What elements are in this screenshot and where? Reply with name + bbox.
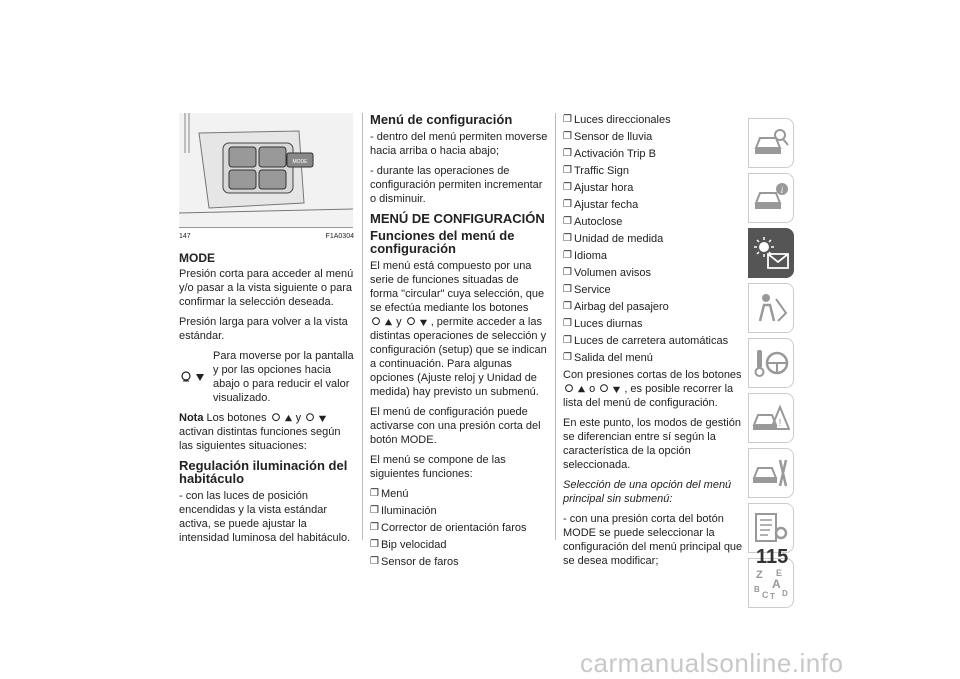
paragraph: El menú se compone de las siguientes funciones: [370, 454, 506, 480]
down-button-icon [405, 316, 428, 328]
paragraph: El menú de configuración puede activarse con una presión corta del botón MODE. [370, 406, 541, 446]
checkbox-bullet: ❐ [370, 539, 379, 550]
list-item [563, 283, 743, 297]
checkbox-bullet: ❐ [563, 250, 572, 261]
paragraph: Para moverse por la pantalla y por las opciones hacia abajo o para reducir el valor visualizado. [213, 350, 354, 404]
down-button-icon [598, 383, 621, 395]
checkbox-bullet: ❐ [563, 233, 572, 244]
mode-button-label: MODE [292, 159, 308, 165]
checkbox-bullet: ❐ [563, 318, 572, 329]
checkbox-bullet: ❐ [563, 165, 572, 176]
italic-subheading: Selección de una opción del menú principal sin submenú: [563, 479, 732, 505]
section-heading-functions: Funciones del menú de configuración [370, 228, 515, 256]
section-heading-menu: Menú de configuración [370, 112, 513, 127]
note-text: Los botones [206, 412, 267, 424]
checkbox-bullet: ❐ [563, 284, 572, 295]
car-info-icon [752, 181, 790, 215]
up-button-icon [270, 412, 293, 424]
svg-text:Z: Z [756, 569, 763, 581]
paragraph-text: y [396, 316, 402, 328]
checkbox-bullet: ❐ [563, 199, 572, 210]
arrow-buttons-icon [179, 349, 205, 405]
column-2 [370, 113, 548, 572]
list-item [370, 555, 548, 569]
list-item-label: Activación Trip B [574, 148, 656, 160]
column-divider [362, 113, 363, 540]
paragraph: En este punto, los modos de gestión se diferencian entre sí según la característica de la opción seleccionada. [563, 417, 741, 471]
list-item [563, 215, 743, 229]
list-item-label: Bip velocidad [381, 539, 447, 551]
note-text: y [295, 412, 302, 424]
list-item [563, 198, 743, 212]
list-item [563, 232, 743, 246]
checkbox-bullet: ❐ [563, 301, 572, 312]
paragraph-text: o [589, 383, 596, 395]
list-item-label: Luces de carretera automáticas [574, 335, 729, 347]
list-item-label: Menú [381, 488, 409, 500]
svg-text:C: C [762, 590, 769, 600]
function-list [370, 487, 548, 569]
up-button-icon [370, 316, 393, 328]
list-item-label: Service [574, 284, 611, 296]
list-item [370, 487, 548, 501]
paragraph-text: , permite acceder a las distintas operaciones de selección y configuración (setup) que se indican a continuación. Para algunas opciones (Ajuste reloj y Unidad de medida) hay previsto un submenú. [370, 316, 547, 398]
list-item [563, 113, 743, 127]
checkbox-bullet: ❐ [370, 556, 379, 567]
list-item-label: Luces diurnas [574, 318, 643, 330]
tab-lights-display[interactable] [748, 228, 794, 278]
checkbox-bullet: ❐ [370, 488, 379, 499]
document-gear-icon [752, 511, 790, 545]
list-item [563, 147, 743, 161]
note-text: activan distintas funciones según las siguientes situaciones: [179, 426, 341, 452]
watermark-text: carmanualsonline.info [580, 648, 844, 678]
list-item-label: Unidad de medida [574, 233, 664, 245]
list-item-label: Sensor de faros [381, 556, 459, 568]
column-divider [555, 113, 556, 540]
paragraph [370, 259, 548, 399]
tab-emergency[interactable] [748, 393, 794, 443]
list-item [563, 351, 743, 365]
column-1 [179, 113, 354, 551]
alphabet-index-icon [752, 566, 790, 600]
list-item [370, 538, 548, 552]
list-item [563, 130, 743, 144]
column-3 [563, 113, 743, 574]
svg-text:T: T [770, 592, 775, 600]
checkbox-bullet: ❐ [563, 114, 572, 125]
airbag-person-icon [752, 291, 790, 325]
paragraph-text: , es posible recorrer la lista del menú de configuración. [563, 383, 734, 409]
list-item-label: Volumen avisos [574, 267, 652, 279]
list-item-label: Luces direccionales [574, 114, 671, 126]
list-item [563, 181, 743, 195]
checkbox-bullet: ❐ [563, 131, 572, 142]
tab-starting-driving[interactable] [748, 338, 794, 388]
paragraph: Presión corta para acceder al menú y/o pasar a la vista siguiente o para confirmar la selección deseada. [179, 268, 354, 308]
list-item-label: Autoclose [574, 216, 623, 228]
svg-text:E: E [776, 568, 783, 578]
svg-text:B: B [754, 585, 760, 594]
list-item-label: Ajustar hora [574, 182, 634, 194]
tab-maintenance[interactable] [748, 448, 794, 498]
figure-code: F1A0304 [325, 233, 354, 240]
chapter-sidebar [748, 118, 794, 613]
checkbox-bullet: ❐ [563, 335, 572, 346]
dashboard-figure [179, 113, 353, 228]
list-item-label: Ajustar fecha [574, 199, 639, 211]
list-item [563, 249, 743, 263]
list-item-label: Salida del menú [574, 352, 653, 364]
note-label: Nota [179, 412, 204, 424]
switch-panel-illustration [179, 113, 353, 227]
car-search-icon [752, 126, 790, 160]
list-item [563, 164, 743, 178]
paragraph: - dentro del menú permiten moverse hacia arriba o hacia abajo; [370, 131, 548, 157]
list-item [370, 521, 548, 535]
up-button-icon [563, 383, 586, 395]
figure-number: 147 [179, 233, 191, 240]
list-item-label: Corrector de orientación faros [381, 522, 527, 534]
tab-safety[interactable] [748, 283, 794, 333]
list-item [563, 300, 743, 314]
svg-text:D: D [782, 589, 788, 598]
paragraph: - con una presión corta del botón MODE se puede seleccionar la configuración del menú principal que se desea modificar; [563, 513, 743, 567]
list-item-label: Airbag del pasajero [574, 301, 669, 313]
paragraph-text: El menú está compuesto por una serie de funciones situadas de forma "circular" cuya selección, que se efectúa mediante los botones [370, 260, 545, 314]
list-item-label: Sensor de lluvia [574, 131, 653, 143]
svg-text:i: i [780, 185, 784, 195]
car-tools-icon [752, 456, 790, 490]
tab-car-search[interactable] [748, 118, 794, 168]
checkbox-bullet: ❐ [563, 267, 572, 278]
list-item [370, 504, 548, 518]
list-item-label: Iluminación [381, 505, 437, 517]
list-item [563, 266, 743, 280]
paragraph: - con las luces de posición encendidas y la vista estándar activa, se puede ajustar la intensidad luminosa del habitáculo. [179, 490, 351, 544]
svg-text:A: A [772, 577, 781, 591]
svg-text:!: ! [778, 418, 782, 429]
list-item-label: Idioma [574, 250, 608, 262]
checkbox-bullet: ❐ [370, 505, 379, 516]
function-list [563, 113, 743, 365]
paragraph-text: Con presiones cortas de los botones [563, 369, 742, 381]
section-heading-mode: MODE [179, 251, 215, 265]
paragraph [563, 368, 743, 410]
down-button-icon [304, 412, 327, 424]
checkbox-bullet: ❐ [563, 148, 572, 159]
key-steering-icon [752, 346, 790, 380]
section-heading-regulation: Regulación iluminación del habitáculo [179, 458, 348, 486]
car-warning-icon [752, 401, 790, 435]
list-item-label: Traffic Sign [574, 165, 630, 177]
section-heading-caps: MENÚ DE CONFIGURACIÓN [370, 211, 545, 226]
tab-car-info[interactable] [748, 173, 794, 223]
page-number: 115 [756, 546, 789, 568]
checkbox-bullet: ❐ [370, 522, 379, 533]
checkbox-bullet: ❐ [563, 352, 572, 363]
paragraph: Presión larga para volver a la vista estándar. [179, 316, 348, 342]
list-item [563, 334, 743, 348]
checkbox-bullet: ❐ [563, 216, 572, 227]
paragraph: - durante las operaciones de configuración permiten incrementar o disminuir. [370, 165, 543, 205]
note-paragraph [179, 411, 354, 453]
list-item [563, 317, 743, 331]
light-envelope-icon [752, 236, 790, 270]
checkbox-bullet: ❐ [563, 182, 572, 193]
